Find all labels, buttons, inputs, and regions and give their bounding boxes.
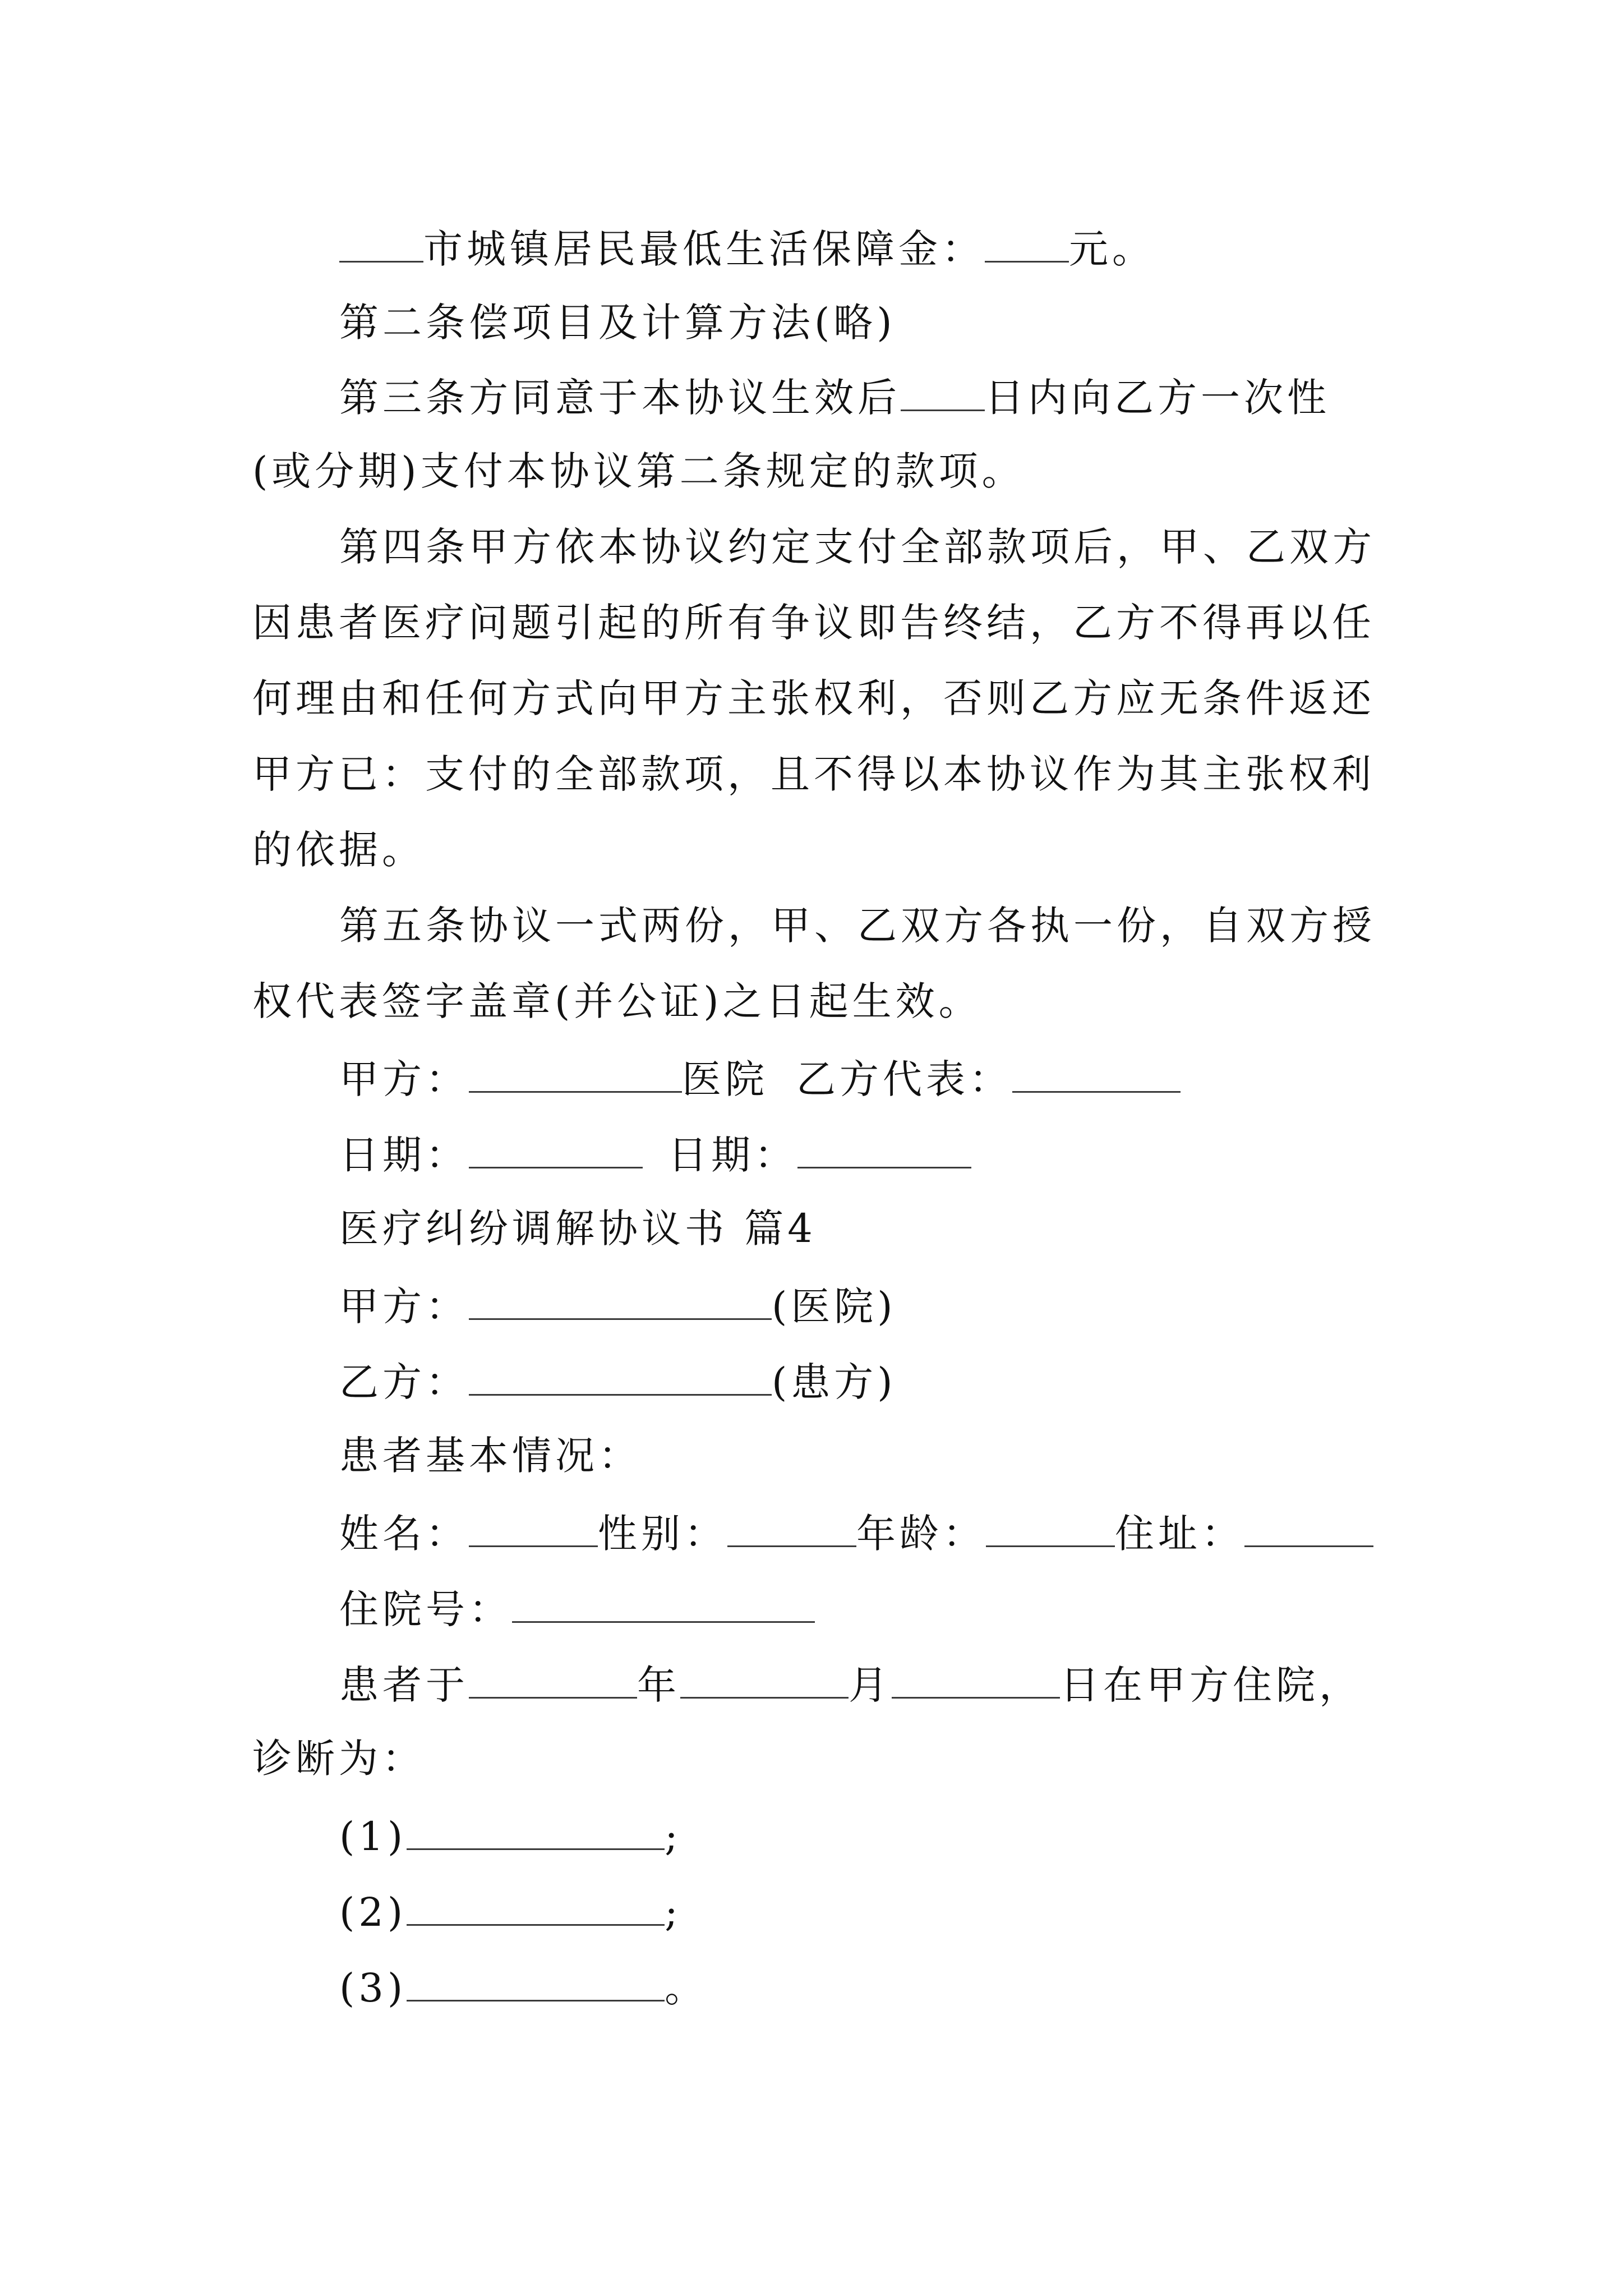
- party-a-line: [339, 1283, 1405, 1329]
- diagnosis-heading: 诊断为：: [252, 1736, 425, 1782]
- sig-party-a-label: 甲方：: [339, 1056, 469, 1102]
- party-a-suffix: (医院): [772, 1283, 897, 1329]
- article-5-line-1: 第五条协议一式两份，甲、乙双方各执一份，自双方授: [339, 903, 1376, 949]
- month-label: 月: [849, 1662, 892, 1708]
- article-3-line-2: (或分期)支付本协议第二条规定的款项。: [252, 448, 1025, 494]
- allowance-tail: 元。: [1069, 226, 1155, 272]
- patient-details-line: [339, 1511, 1405, 1557]
- blank-representative: [1012, 1057, 1181, 1093]
- diagnosis-item-1: [339, 1814, 1405, 1860]
- date-line: [339, 1132, 1405, 1178]
- signature-line: [339, 1056, 1405, 1102]
- party-b-suffix: (患方): [772, 1359, 897, 1405]
- diagnosis-end-3: 。: [665, 1965, 708, 2011]
- section-title: 医疗纠纷调解协议书 篇4: [339, 1205, 817, 1251]
- blank-name: [469, 1512, 598, 1547]
- gender-label: 性别：: [598, 1511, 727, 1557]
- allowance-line: [339, 226, 1405, 272]
- year-label: 年: [637, 1662, 680, 1708]
- sig-party-a-suffix: 医院: [682, 1056, 768, 1102]
- diagnosis-end-1: ;: [665, 1814, 682, 1860]
- address-label: 住址：: [1115, 1511, 1244, 1557]
- blank-hospital: [469, 1057, 682, 1093]
- date-label-1: 日期：: [339, 1132, 469, 1178]
- blank-party-a: [469, 1285, 772, 1320]
- article-4-line-4: 甲方已：支付的全部款项，且不得以本协议作为其主张权利: [252, 751, 1375, 797]
- blank-year: [469, 1663, 637, 1699]
- article-2: 第二条偿项目及计算方法(略): [339, 300, 896, 346]
- admission-date-line: [339, 1662, 1405, 1708]
- blank-gender: [727, 1512, 856, 1547]
- blank-day: [892, 1663, 1060, 1699]
- age-label: 年龄：: [856, 1511, 986, 1557]
- blank-admission-number: [512, 1588, 815, 1623]
- article-3-line-1: [339, 375, 1405, 421]
- article-4-line-5: 的依据。: [252, 827, 425, 873]
- diagnosis-number-3: (3): [339, 1965, 407, 2011]
- article-4-line-1: 第四条甲方依本协议约定支付全部款项后，甲、乙双方: [339, 524, 1376, 570]
- name-label: 姓名：: [339, 1511, 469, 1557]
- allowance-text: 市城镇居民最低生活保障金：: [423, 226, 985, 272]
- party-b-line: [339, 1359, 1405, 1405]
- blank-city: [339, 227, 423, 263]
- blank-diagnosis-2: [407, 1890, 665, 1926]
- diagnosis-number-1: (1): [339, 1814, 407, 1860]
- blank-days: [901, 376, 985, 411]
- blank-date-1: [469, 1133, 643, 1168]
- admission-label: 住院号：: [339, 1586, 512, 1632]
- article-3-text-1: 第三条方同意于本协议生效后: [339, 375, 901, 421]
- diagnosis-item-2: [339, 1889, 1405, 1935]
- article-4-line-3: 何理由和任何方式向甲方主张权利，否则乙方应无条件返还: [252, 675, 1375, 721]
- blank-month: [680, 1663, 849, 1699]
- admission-tail: 日在甲方住院，: [1060, 1662, 1362, 1708]
- patient-info-heading: 患者基本情况：: [339, 1433, 642, 1479]
- party-a-label: 甲方：: [339, 1283, 469, 1329]
- article-5-line-2: 权代表签字盖章(并公证)之日起生效。: [252, 978, 982, 1024]
- diagnosis-end-2: ;: [665, 1889, 682, 1935]
- admission-number-line: [339, 1586, 1405, 1632]
- admission-text: 患者于: [339, 1662, 469, 1708]
- article-4-line-2: 因患者医疗问题引起的所有争议即告终结，乙方不得再以任: [252, 600, 1375, 646]
- blank-diagnosis-3: [407, 1966, 665, 2001]
- blank-amount: [985, 227, 1069, 263]
- blank-date-2: [797, 1133, 971, 1168]
- blank-age: [986, 1512, 1115, 1547]
- date-label-2: 日期：: [668, 1132, 797, 1178]
- diagnosis-number-2: (2): [339, 1889, 407, 1935]
- diagnosis-item-3: [339, 1965, 1405, 2011]
- blank-diagnosis-1: [407, 1815, 665, 1850]
- sig-party-b-label: 乙方代表：: [796, 1056, 1012, 1102]
- blank-party-b: [469, 1360, 772, 1396]
- article-3-text-2: 日内向乙方一次性: [985, 375, 1330, 421]
- blank-address: [1244, 1512, 1373, 1547]
- party-b-label: 乙方：: [339, 1359, 469, 1405]
